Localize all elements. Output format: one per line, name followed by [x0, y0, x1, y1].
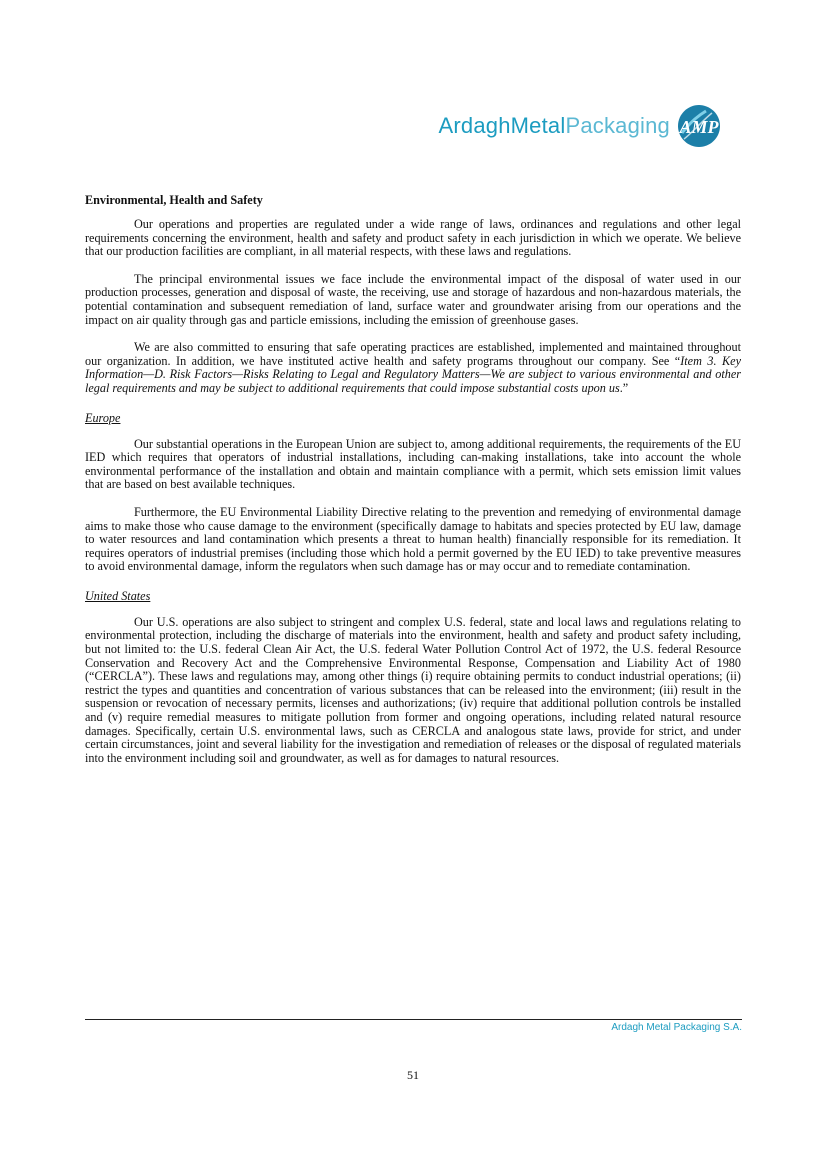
united-states-heading: United States: [85, 588, 151, 603]
footer-divider: [85, 1019, 742, 1020]
section-heading: Environmental, Health and Safety: [85, 193, 263, 207]
main-content: [85, 192, 741, 779]
amp-logo-icon: [676, 103, 722, 149]
cross-reference: Item 3. Key Information—D. Risk Factors—Risks Relating to Legal and Regulatory Matters—We are subject to various environmental and other legal requirements and may be subject to additional requirements that could impose substantial costs upon us: [85, 353, 741, 395]
europe-heading: Europe: [85, 410, 121, 425]
paragraph-ehs-1: Our operations and properties are regulated under a wide range of laws, ordinances and regulations and other legal requirements concerning the environment, health and safety and product safety in each jurisdiction in which we operate. We believe that our production facilities are compliant, in all material respects, with these laws and regulations.: [85, 217, 741, 259]
logo-mark-letters: AMP: [679, 117, 719, 137]
paragraph-ehs-2: The principal environmental issues we face include the environmental impact of the disposal of water used in our production processes, generation and disposal of waste, the receiving, use and storage of hazardous and non-hazardous materials, the potential contamination and subsequent remediation of land, surface water and groundwater arising from our operations and the impact on air quality through gas and particle emissions, including the emission of greenhouse gases.: [85, 271, 741, 327]
page-number: 51: [407, 1068, 419, 1082]
paragraph-us-1: Our U.S. operations are also subject to stringent and complex U.S. federal, state and local laws and regulations relating to environmental protection, including the discharge of materials into the environment, health and safety and product safety including, but not limited to: the U.S. federal Clean Air Act, the U.S. federal Water Pollution Control Act of 1972, the U.S. federal Resource Conservation and Recovery Act and the Comprehensive Environmental Response, Compensation and Liability Act of 1980 (“CERCLA”). These laws and regulations may, among other things (i) require obtaining permits to conduct industrial operations; (ii) restrict the types and quantities and concentration of various substances that can be released into the environment; (iii) result in the suspension or revocation of necessary permits, licenses and authorizations; (iv) require that additional pollution controls be installed and (v) require remedial measures to mitigate pollution from former and ongoing operations, including related natural resource damages. Specifically, certain U.S. environmental laws, such as CERCLA and analogous state laws, provide for strict, and under certain circumstances, joint and several liability for the investigation and remediation of releases or the disposal of regulated materials into the environment including soil and groundwater, as well as for damages to natural resources.: [85, 614, 741, 765]
footer-company-name: Ardagh Metal Packaging S.A.: [611, 1022, 742, 1033]
logo-wordmark: ArdaghMetalPackaging: [438, 113, 670, 138]
paragraph-europe-1: Our substantial operations in the European Union are subject to, among additional requirements, the requirements of the EU IED which requires that operators of industrial installations, including can-making installations, take into account the whole environmental performance of the installation and obtain and maintain compliance with a permit, which sets emission limit values that are based on best available techniques.: [85, 436, 741, 492]
paragraph-ehs-3: We are also committed to ensuring that safe operating practices are established, implemented and maintained throughout our organization. In addition, we have instituted active health and safety programs throughout our company. See “Item 3. Key Information—D. Risk Factors—Risks Relating to Legal and Regulatory Matters—We are subject to various environmental and other legal requirements and may be subject to additional requirements that could impose substantial costs upon us.”: [85, 340, 741, 395]
paragraph-europe-2: Furthermore, the EU Environmental Liability Directive relating to the prevention and remedying of environmental damage aims to make those who cause damage to the environment (specifically damage to habitats and species protected by EU law, damage to water resources and land contamination which presents a threat to human health) financially responsible for its remediation. It requires operators of industrial premises (including those which hold a permit governed by the EU IED) to take preventive measures to avoid environmental damage, inform the regulators when such damage has or may occur and to remediate contamination.: [85, 504, 741, 574]
company-logo: [439, 103, 723, 149]
